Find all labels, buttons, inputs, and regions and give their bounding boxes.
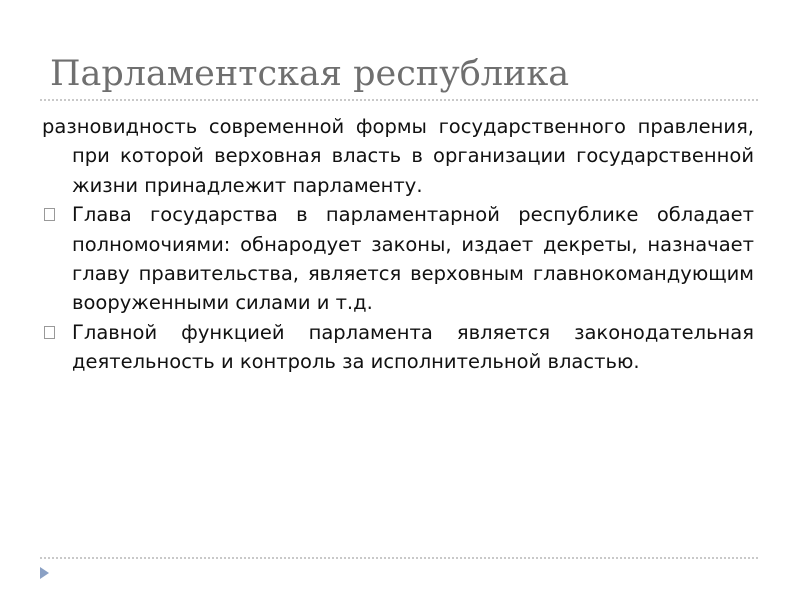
slide-content — [42, 112, 754, 377]
slide-title: Парламентская республика — [50, 54, 570, 94]
footer-divider — [40, 557, 758, 559]
bullet-text-1: Глава государства в парламентарной республике обладает полномочиями: обнародует законы, издает декреты, назначает главу правительства, является верховным главнокомандующим вооруженными силами и т.д. — [72, 203, 754, 315]
square-bullet-icon — [44, 208, 55, 221]
play-arrow-icon[interactable] — [40, 567, 49, 579]
bullet-item-2 — [42, 318, 754, 377]
bullet-text-2: Главной функцией парламента является законодательная деятельность и контроль за исполнительной властью. — [72, 320, 754, 374]
bullet-item-1 — [42, 200, 754, 318]
title-divider — [40, 99, 758, 101]
intro-paragraph: разновидность современной формы государственного правления, при которой верховная власть в организации государственной жизни принадлежит парламенту. — [42, 115, 754, 197]
square-bullet-icon — [44, 326, 55, 339]
